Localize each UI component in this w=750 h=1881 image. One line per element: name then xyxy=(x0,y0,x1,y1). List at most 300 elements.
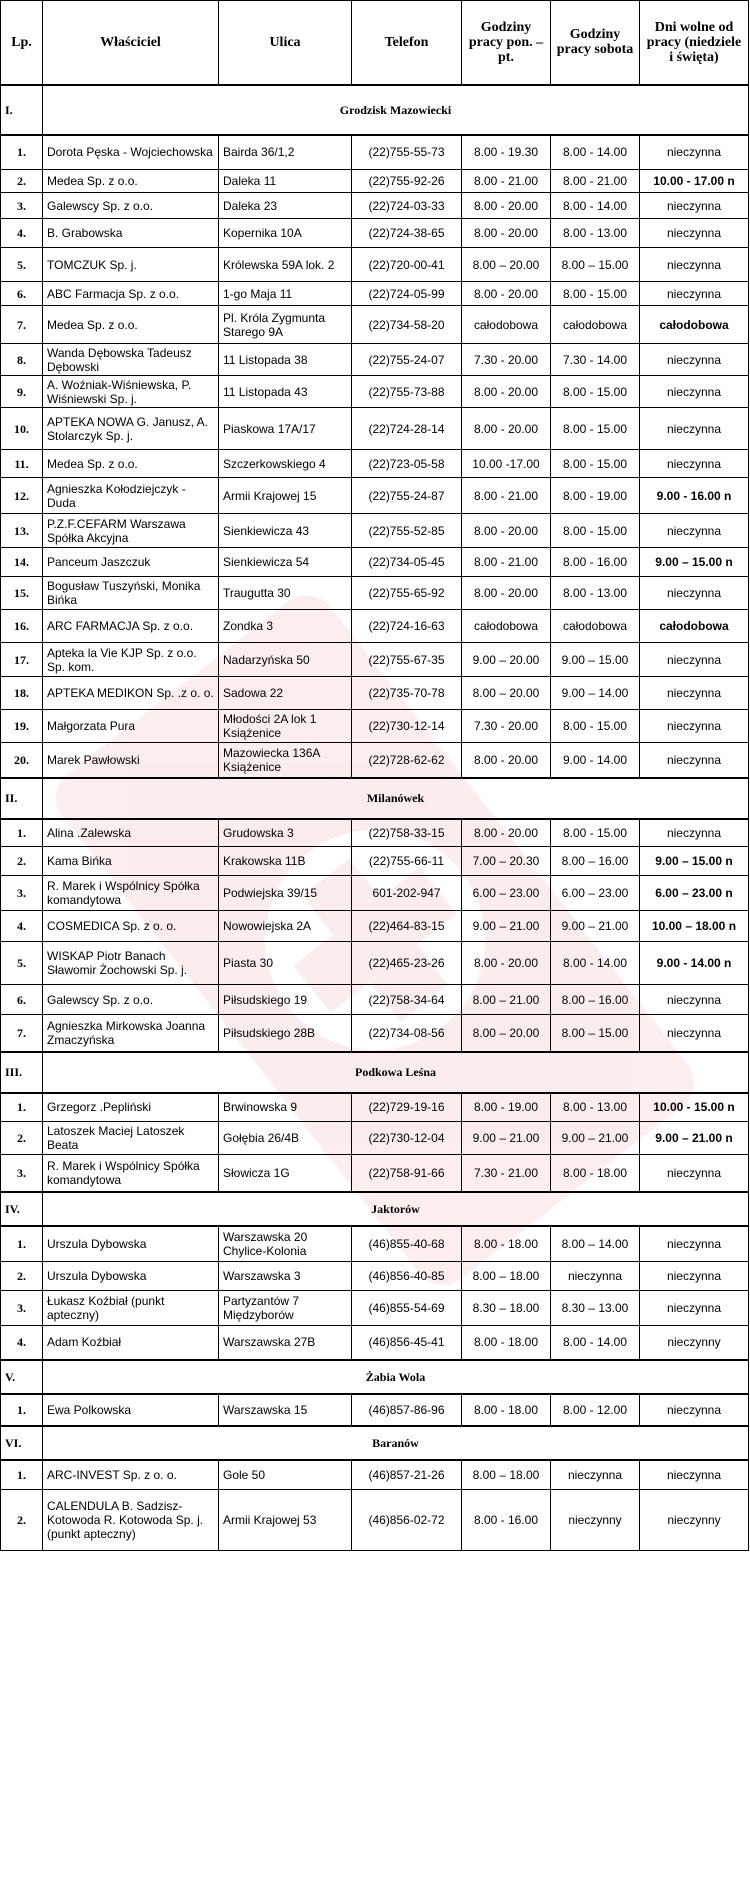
row-number: 11. xyxy=(1,450,43,478)
holidays-cell: nieczynna xyxy=(640,1226,749,1262)
saturday-hours-cell: 8.00 – 15.00 xyxy=(551,248,640,282)
weekday-hours-cell: 8.00 - 20.00 xyxy=(462,193,551,219)
row-number: 2. xyxy=(1,1262,43,1291)
row-number: 4. xyxy=(1,1326,43,1360)
section-number: II. xyxy=(1,778,43,819)
row-number: 8. xyxy=(1,344,43,376)
weekday-hours-cell: 9.00 – 21.00 xyxy=(462,911,551,942)
saturday-hours-cell: 8.00 - 15.00 xyxy=(551,450,640,478)
phone-cell: (46)856-45-41 xyxy=(352,1326,462,1360)
row-number: 3. xyxy=(1,1291,43,1326)
section-number: VI. xyxy=(1,1426,43,1460)
table-row xyxy=(1,1326,749,1360)
street-cell: 11 Listopada 38 xyxy=(219,344,352,376)
header-street: Ulica xyxy=(219,1,352,85)
street-cell: Warszawska 15 xyxy=(219,1394,352,1426)
owner-cell: Kama Bińka xyxy=(43,847,219,876)
table-row xyxy=(1,876,749,911)
weekday-hours-cell: 8.00 - 20.00 xyxy=(462,577,551,610)
holidays-cell: nieczynna xyxy=(640,248,749,282)
section-row xyxy=(1,1192,749,1226)
table-row xyxy=(1,1226,749,1262)
row-number: 4. xyxy=(1,219,43,248)
weekday-hours-cell: 8.00 - 20.00 xyxy=(462,408,551,450)
weekday-hours-cell: 8.00 – 18.00 xyxy=(462,1262,551,1291)
header-phone: Telefon xyxy=(352,1,462,85)
saturday-hours-cell: 9.00 – 21.00 xyxy=(551,1122,640,1155)
owner-cell: ARC FARMACJA Sp. z o.o. xyxy=(43,610,219,643)
street-cell: Gołębia 26/4B xyxy=(219,1122,352,1155)
saturday-hours-cell: całodobowa xyxy=(551,610,640,643)
weekday-hours-cell: 8.00 - 19.30 xyxy=(462,135,551,170)
holidays-cell: 9.00 – 15.00 n xyxy=(640,548,749,577)
street-cell: Partyzantów 7 Międzyborów xyxy=(219,1291,352,1326)
street-cell: Słowicza 1G xyxy=(219,1155,352,1192)
row-number: 1. xyxy=(1,1460,43,1490)
holidays-cell: nieczynna xyxy=(640,677,749,710)
phone-cell: (22)723-05-58 xyxy=(352,450,462,478)
saturday-hours-cell: 6.00 – 23.00 xyxy=(551,876,640,911)
street-cell: Sadowa 22 xyxy=(219,677,352,710)
owner-cell: Latoszek Maciej Latoszek Beata xyxy=(43,1122,219,1155)
table-row xyxy=(1,1460,749,1490)
street-cell: Sienkiewicza 54 xyxy=(219,548,352,577)
saturday-hours-cell: nieczynna xyxy=(551,1262,640,1291)
owner-cell: P.Z.F.CEFARM Warszawa Spółka Akcyjna xyxy=(43,514,219,548)
holidays-cell: nieczynna xyxy=(640,819,749,847)
phone-cell: (46)857-86-96 xyxy=(352,1394,462,1426)
table-row xyxy=(1,577,749,610)
holidays-cell: nieczynna xyxy=(640,985,749,1015)
holidays-cell: całodobowa xyxy=(640,610,749,643)
table-row xyxy=(1,478,749,514)
saturday-hours-cell: 8.00 - 21.00 xyxy=(551,170,640,193)
weekday-hours-cell: 8.00 – 18.00 xyxy=(462,1460,551,1490)
phone-cell: (22)758-33-15 xyxy=(352,819,462,847)
saturday-hours-cell: całodobowa xyxy=(551,306,640,344)
section-town-name: Jaktorów xyxy=(43,1192,749,1226)
saturday-hours-cell: 8.00 - 19.00 xyxy=(551,478,640,514)
street-cell: Traugutta 30 xyxy=(219,577,352,610)
weekday-hours-cell: 8.00 - 21.00 xyxy=(462,478,551,514)
saturday-hours-cell: 8.00 – 14.00 xyxy=(551,1226,640,1262)
holidays-cell: nieczynna xyxy=(640,376,749,408)
holidays-cell: 9.00 – 15.00 n xyxy=(640,847,749,876)
owner-cell: Galewscy Sp. z o.o. xyxy=(43,985,219,1015)
table-row xyxy=(1,408,749,450)
table-row xyxy=(1,248,749,282)
header-holidays: Dni wolne od pracy (niedziele i święta) xyxy=(640,1,749,85)
weekday-hours-cell: 8.00 - 21.00 xyxy=(462,170,551,193)
phone-cell: (22)755-65-92 xyxy=(352,577,462,610)
owner-cell: Ewa Polkowska xyxy=(43,1394,219,1426)
owner-cell: ARC-INVEST Sp. z o. o. xyxy=(43,1460,219,1490)
holidays-cell: nieczynna xyxy=(640,643,749,677)
street-cell: Szczerkowskiego 4 xyxy=(219,450,352,478)
holidays-cell: nieczynna xyxy=(640,1291,749,1326)
table-row xyxy=(1,1490,749,1551)
holidays-cell: 10.00 - 17.00 n xyxy=(640,170,749,193)
saturday-hours-cell: 8.00 - 15.00 xyxy=(551,408,640,450)
phone-cell: (22)755-24-87 xyxy=(352,478,462,514)
weekday-hours-cell: 7.00 – 20.30 xyxy=(462,847,551,876)
street-cell: Piaskowa 17A/17 xyxy=(219,408,352,450)
weekday-hours-cell: 8.00 - 18.00 xyxy=(462,1326,551,1360)
street-cell: 1-go Maja 11 xyxy=(219,282,352,306)
holidays-cell: 9.00 - 16.00 n xyxy=(640,478,749,514)
phone-cell: (22)755-73-88 xyxy=(352,376,462,408)
owner-cell: Małgorzata Pura xyxy=(43,710,219,743)
section-row xyxy=(1,1052,749,1093)
phone-cell: (22)755-52-85 xyxy=(352,514,462,548)
holidays-cell: całodobowa xyxy=(640,306,749,344)
table-row xyxy=(1,306,749,344)
phone-cell: (22)724-38-65 xyxy=(352,219,462,248)
section-town-name: Baranów xyxy=(43,1426,749,1460)
phone-cell: (22)755-67-35 xyxy=(352,643,462,677)
table-row xyxy=(1,942,749,985)
owner-cell: Medea Sp. z o.o. xyxy=(43,450,219,478)
holidays-cell: 9.00 – 21.00 n xyxy=(640,1122,749,1155)
weekday-hours-cell: 8.00 - 21.00 xyxy=(462,548,551,577)
phone-cell: (22)735-70-78 xyxy=(352,677,462,710)
holidays-cell: nieczynna xyxy=(640,514,749,548)
row-number: 9. xyxy=(1,376,43,408)
phone-cell: (22)730-12-14 xyxy=(352,710,462,743)
street-cell: Sienkiewicza 43 xyxy=(219,514,352,548)
street-cell: Piłsudskiego 28B xyxy=(219,1015,352,1052)
holidays-cell: nieczynna xyxy=(640,577,749,610)
phone-cell: (22)755-55-73 xyxy=(352,135,462,170)
saturday-hours-cell: 8.00 - 13.00 xyxy=(551,1093,640,1122)
holidays-cell: nieczynna xyxy=(640,1262,749,1291)
phone-cell: 601-202-947 xyxy=(352,876,462,911)
street-cell: 11 Listopada 43 xyxy=(219,376,352,408)
table-row xyxy=(1,219,749,248)
owner-cell: COSMEDICA Sp. z o. o. xyxy=(43,911,219,942)
saturday-hours-cell: 9.00 - 14.00 xyxy=(551,743,640,778)
table-row xyxy=(1,193,749,219)
weekday-hours-cell: całodobowa xyxy=(462,306,551,344)
holidays-cell: nieczynna xyxy=(640,219,749,248)
street-cell: Warszawska 27B xyxy=(219,1326,352,1360)
saturday-hours-cell: 8.00 - 16.00 xyxy=(551,548,640,577)
section-town-name: Milanówek xyxy=(43,778,749,819)
header-owner: Właściciel xyxy=(43,1,219,85)
owner-cell: Alina .Zalewska xyxy=(43,819,219,847)
holidays-cell: nieczynny xyxy=(640,1326,749,1360)
holidays-cell: 6.00 – 23.00 n xyxy=(640,876,749,911)
owner-cell: APTEKA NOWA G. Janusz, A. Stolarczyk Sp. j. xyxy=(43,408,219,450)
holidays-cell: nieczynna xyxy=(640,710,749,743)
table-row xyxy=(1,135,749,170)
phone-cell: (22)464-83-15 xyxy=(352,911,462,942)
owner-cell: Łukasz Koźbiał (punkt apteczny) xyxy=(43,1291,219,1326)
phone-cell: (22)734-08-56 xyxy=(352,1015,462,1052)
section-town-name: Grodzisk Mazowiecki xyxy=(43,85,749,135)
table-row xyxy=(1,911,749,942)
saturday-hours-cell: 8.00 - 18.00 xyxy=(551,1155,640,1192)
saturday-hours-cell: 8.00 – 16.00 xyxy=(551,985,640,1015)
street-cell: Królewska 59A lok. 2 xyxy=(219,248,352,282)
section-number: III. xyxy=(1,1052,43,1093)
section-town-name: Żabia Wola xyxy=(43,1360,749,1394)
table-row xyxy=(1,548,749,577)
weekday-hours-cell: 8.00 - 20.00 xyxy=(462,376,551,408)
weekday-hours-cell: 7.30 - 20.00 xyxy=(462,344,551,376)
holidays-cell: 9.00 - 14.00 n xyxy=(640,942,749,985)
row-number: 2. xyxy=(1,847,43,876)
row-number: 2. xyxy=(1,1122,43,1155)
table-row xyxy=(1,1015,749,1052)
table-row xyxy=(1,450,749,478)
header-weekday-hours: Godziny pracy pon. – pt. xyxy=(462,1,551,85)
weekday-hours-cell: całodobowa xyxy=(462,610,551,643)
street-cell: Grudowska 3 xyxy=(219,819,352,847)
row-number: 7. xyxy=(1,1015,43,1052)
section-number: IV. xyxy=(1,1192,43,1226)
section-number: V. xyxy=(1,1360,43,1394)
table-row xyxy=(1,643,749,677)
phone-cell: (22)720-00-41 xyxy=(352,248,462,282)
street-cell: Młodości 2A lok 1 Książenice xyxy=(219,710,352,743)
street-cell: Bairda 36/1,2 xyxy=(219,135,352,170)
holidays-cell: nieczynna xyxy=(640,193,749,219)
row-number: 14. xyxy=(1,548,43,577)
row-number: 3. xyxy=(1,193,43,219)
row-number: 1. xyxy=(1,1093,43,1122)
saturday-hours-cell: 8.00 - 14.00 xyxy=(551,942,640,985)
owner-cell: Agnieszka Mirkowska Joanna Zmaczyńska xyxy=(43,1015,219,1052)
weekday-hours-cell: 8.00 - 18.00 xyxy=(462,1226,551,1262)
saturday-hours-cell: 8.00 - 15.00 xyxy=(551,376,640,408)
saturday-hours-cell: 9.00 – 15.00 xyxy=(551,643,640,677)
street-cell: Piasta 30 xyxy=(219,942,352,985)
owner-cell: Panceum Jaszczuk xyxy=(43,548,219,577)
row-number: 1. xyxy=(1,135,43,170)
phone-cell: (22)724-03-33 xyxy=(352,193,462,219)
weekday-hours-cell: 8.00 – 20.00 xyxy=(462,677,551,710)
saturday-hours-cell: 9.00 – 21.00 xyxy=(551,911,640,942)
owner-cell: Adam Koźbiał xyxy=(43,1326,219,1360)
section-row xyxy=(1,85,749,135)
weekday-hours-cell: 6.00 – 23.00 xyxy=(462,876,551,911)
section-number: I. xyxy=(1,85,43,135)
owner-cell: Agnieszka Kołodziejczyk - Duda xyxy=(43,478,219,514)
row-number: 1. xyxy=(1,819,43,847)
phone-cell: (22)465-23-26 xyxy=(352,942,462,985)
street-cell: Krakowska 11B xyxy=(219,847,352,876)
street-cell: Gole 50 xyxy=(219,1460,352,1490)
owner-cell: Grzegorz .Pepliński xyxy=(43,1093,219,1122)
table-row xyxy=(1,282,749,306)
phone-cell: (22)758-91-66 xyxy=(352,1155,462,1192)
phone-cell: (22)729-19-16 xyxy=(352,1093,462,1122)
street-cell: Piłsudskiego 19 xyxy=(219,985,352,1015)
header-saturday-hours: Godziny pracy sobota xyxy=(551,1,640,85)
owner-cell: TOMCZUK Sp. j. xyxy=(43,248,219,282)
table-row xyxy=(1,819,749,847)
row-number: 4. xyxy=(1,911,43,942)
row-number: 5. xyxy=(1,942,43,985)
holidays-cell: nieczynna xyxy=(640,282,749,306)
weekday-hours-cell: 8.30 – 18.00 xyxy=(462,1291,551,1326)
table-row xyxy=(1,710,749,743)
owner-cell: WISKAP Piotr Banach Sławomir Żochowski Sp. j. xyxy=(43,942,219,985)
saturday-hours-cell: 9.00 – 14.00 xyxy=(551,677,640,710)
saturday-hours-cell: 8.00 – 15.00 xyxy=(551,1015,640,1052)
phone-cell: (22)755-66-11 xyxy=(352,847,462,876)
row-number: 6. xyxy=(1,985,43,1015)
owner-cell: Medea Sp. z o.o. xyxy=(43,306,219,344)
holidays-cell: nieczynna xyxy=(640,450,749,478)
table-row xyxy=(1,1093,749,1122)
owner-cell: R. Marek i Wspólnicy Spółka komandytowa xyxy=(43,876,219,911)
street-cell: Podwiejska 39/15 xyxy=(219,876,352,911)
weekday-hours-cell: 8.00 - 20.00 xyxy=(462,743,551,778)
row-number: 2. xyxy=(1,1490,43,1551)
phone-cell: (46)855-40-68 xyxy=(352,1226,462,1262)
street-cell: Daleka 23 xyxy=(219,193,352,219)
section-town-name: Podkowa Leśna xyxy=(43,1052,749,1093)
owner-cell: CALENDULA B. Sadzisz-Kotowoda R. Kotowoda Sp. j. (punkt apteczny) xyxy=(43,1490,219,1551)
weekday-hours-cell: 8.00 - 16.00 xyxy=(462,1490,551,1551)
owner-cell: B. Grabowska xyxy=(43,219,219,248)
table-row xyxy=(1,610,749,643)
phone-cell: (22)724-16-63 xyxy=(352,610,462,643)
street-cell: Nowowiejska 2A xyxy=(219,911,352,942)
street-cell: Kopernika 10A xyxy=(219,219,352,248)
weekday-hours-cell: 8.00 - 19.00 xyxy=(462,1093,551,1122)
row-number: 12. xyxy=(1,478,43,514)
phone-cell: (22)734-05-45 xyxy=(352,548,462,577)
owner-cell: Dorota Pęska - Wojciechowska xyxy=(43,135,219,170)
saturday-hours-cell: 8.00 – 16.00 xyxy=(551,847,640,876)
phone-cell: (22)730-12-04 xyxy=(352,1122,462,1155)
saturday-hours-cell: 8.00 - 15.00 xyxy=(551,514,640,548)
table-row xyxy=(1,677,749,710)
holidays-cell: nieczynna xyxy=(640,135,749,170)
saturday-hours-cell: 8.00 - 13.00 xyxy=(551,577,640,610)
row-number: 5. xyxy=(1,248,43,282)
table-row xyxy=(1,344,749,376)
street-cell: Nadarzyńska 50 xyxy=(219,643,352,677)
saturday-hours-cell: 8.00 - 12.00 xyxy=(551,1394,640,1426)
saturday-hours-cell: 8.00 - 15.00 xyxy=(551,282,640,306)
owner-cell: Apteka la Vie KJP Sp. z o.o. Sp. kom. xyxy=(43,643,219,677)
phone-cell: (46)856-40-85 xyxy=(352,1262,462,1291)
owner-cell: Urszula Dybowska xyxy=(43,1262,219,1291)
street-cell: Brwinowska 9 xyxy=(219,1093,352,1122)
section-row xyxy=(1,778,749,819)
owner-cell: Medea Sp. z o.o. xyxy=(43,170,219,193)
street-cell: Armii Krajowej 15 xyxy=(219,478,352,514)
row-number: 17. xyxy=(1,643,43,677)
saturday-hours-cell: 8.30 – 13.00 xyxy=(551,1291,640,1326)
row-number: 10. xyxy=(1,408,43,450)
weekday-hours-cell: 7.30 - 20.00 xyxy=(462,710,551,743)
owner-cell: Marek Pawłowski xyxy=(43,743,219,778)
phone-cell: (22)755-24-07 xyxy=(352,344,462,376)
table-row xyxy=(1,847,749,876)
row-number: 16. xyxy=(1,610,43,643)
weekday-hours-cell: 9.00 – 21.00 xyxy=(462,1122,551,1155)
weekday-hours-cell: 8.00 - 20.00 xyxy=(462,819,551,847)
weekday-hours-cell: 8.00 – 21.00 xyxy=(462,985,551,1015)
weekday-hours-cell: 8.00 – 20.00 xyxy=(462,248,551,282)
table-row xyxy=(1,170,749,193)
street-cell: Pl. Króla Zygmunta Starego 9A xyxy=(219,306,352,344)
phone-cell: (22)724-28-14 xyxy=(352,408,462,450)
table-row xyxy=(1,985,749,1015)
row-number: 15. xyxy=(1,577,43,610)
phone-cell: (22)755-92-26 xyxy=(352,170,462,193)
owner-cell: Galewscy Sp. z o.o. xyxy=(43,193,219,219)
holidays-cell: nieczynna xyxy=(640,743,749,778)
street-cell: Mazowiecka 136A Książenice xyxy=(219,743,352,778)
street-cell: Armii Krajowej 53 xyxy=(219,1490,352,1551)
phone-cell: (22)728-62-62 xyxy=(352,743,462,778)
saturday-hours-cell: 8.00 - 15.00 xyxy=(551,819,640,847)
weekday-hours-cell: 9.00 – 20.00 xyxy=(462,643,551,677)
row-number: 3. xyxy=(1,1155,43,1192)
owner-cell: Urszula Dybowska xyxy=(43,1226,219,1262)
table-row xyxy=(1,743,749,778)
weekday-hours-cell: 7.30 - 21.00 xyxy=(462,1155,551,1192)
phone-cell: (22)758-34-64 xyxy=(352,985,462,1015)
owner-cell: Wanda Dębowska Tadeusz Dębowski xyxy=(43,344,219,376)
holidays-cell: 10.00 – 18.00 n xyxy=(640,911,749,942)
table-row xyxy=(1,1394,749,1426)
owner-cell: A. Woźniak-Wiśniewska, P. Wiśniewski Sp. j. xyxy=(43,376,219,408)
street-cell: Warszawska 3 xyxy=(219,1262,352,1291)
weekday-hours-cell: 8.00 - 20.00 xyxy=(462,942,551,985)
row-number: 19. xyxy=(1,710,43,743)
owner-cell: R. Marek i Wspólnicy Spółka komandytowa xyxy=(43,1155,219,1192)
weekday-hours-cell: 8.00 - 20.00 xyxy=(462,219,551,248)
weekday-hours-cell: 10.00 -17.00 xyxy=(462,450,551,478)
row-number: 18. xyxy=(1,677,43,710)
phone-cell: (46)855-54-69 xyxy=(352,1291,462,1326)
table-row xyxy=(1,1291,749,1326)
holidays-cell: nieczynny xyxy=(640,1490,749,1551)
section-row xyxy=(1,1426,749,1460)
holidays-cell: nieczynna xyxy=(640,408,749,450)
weekday-hours-cell: 8.00 - 18.00 xyxy=(462,1394,551,1426)
owner-cell: Bogusław Tuszyński, Monika Bińka xyxy=(43,577,219,610)
weekday-hours-cell: 8.00 – 20.00 xyxy=(462,1015,551,1052)
weekday-hours-cell: 8.00 - 20.00 xyxy=(462,282,551,306)
holidays-cell: nieczynna xyxy=(640,1015,749,1052)
saturday-hours-cell: 8.00 - 13.00 xyxy=(551,219,640,248)
holidays-cell: nieczynna xyxy=(640,1155,749,1192)
table-row xyxy=(1,1122,749,1155)
table-row xyxy=(1,514,749,548)
saturday-hours-cell: 7.30 - 14.00 xyxy=(551,344,640,376)
weekday-hours-cell: 8.00 - 20.00 xyxy=(462,514,551,548)
owner-cell: APTEKA MEDIKON Sp. .z o. o. xyxy=(43,677,219,710)
street-cell: Warszawska 20 Chylice-Kolonia xyxy=(219,1226,352,1262)
row-number: 7. xyxy=(1,306,43,344)
phone-cell: (46)856-02-72 xyxy=(352,1490,462,1551)
header-lp: Lp. xyxy=(1,1,43,85)
header-row xyxy=(1,1,749,85)
holidays-cell: nieczynna xyxy=(640,344,749,376)
row-number: 3. xyxy=(1,876,43,911)
table-row xyxy=(1,1155,749,1192)
phone-cell: (22)724-05-99 xyxy=(352,282,462,306)
saturday-hours-cell: 8.00 - 14.00 xyxy=(551,193,640,219)
